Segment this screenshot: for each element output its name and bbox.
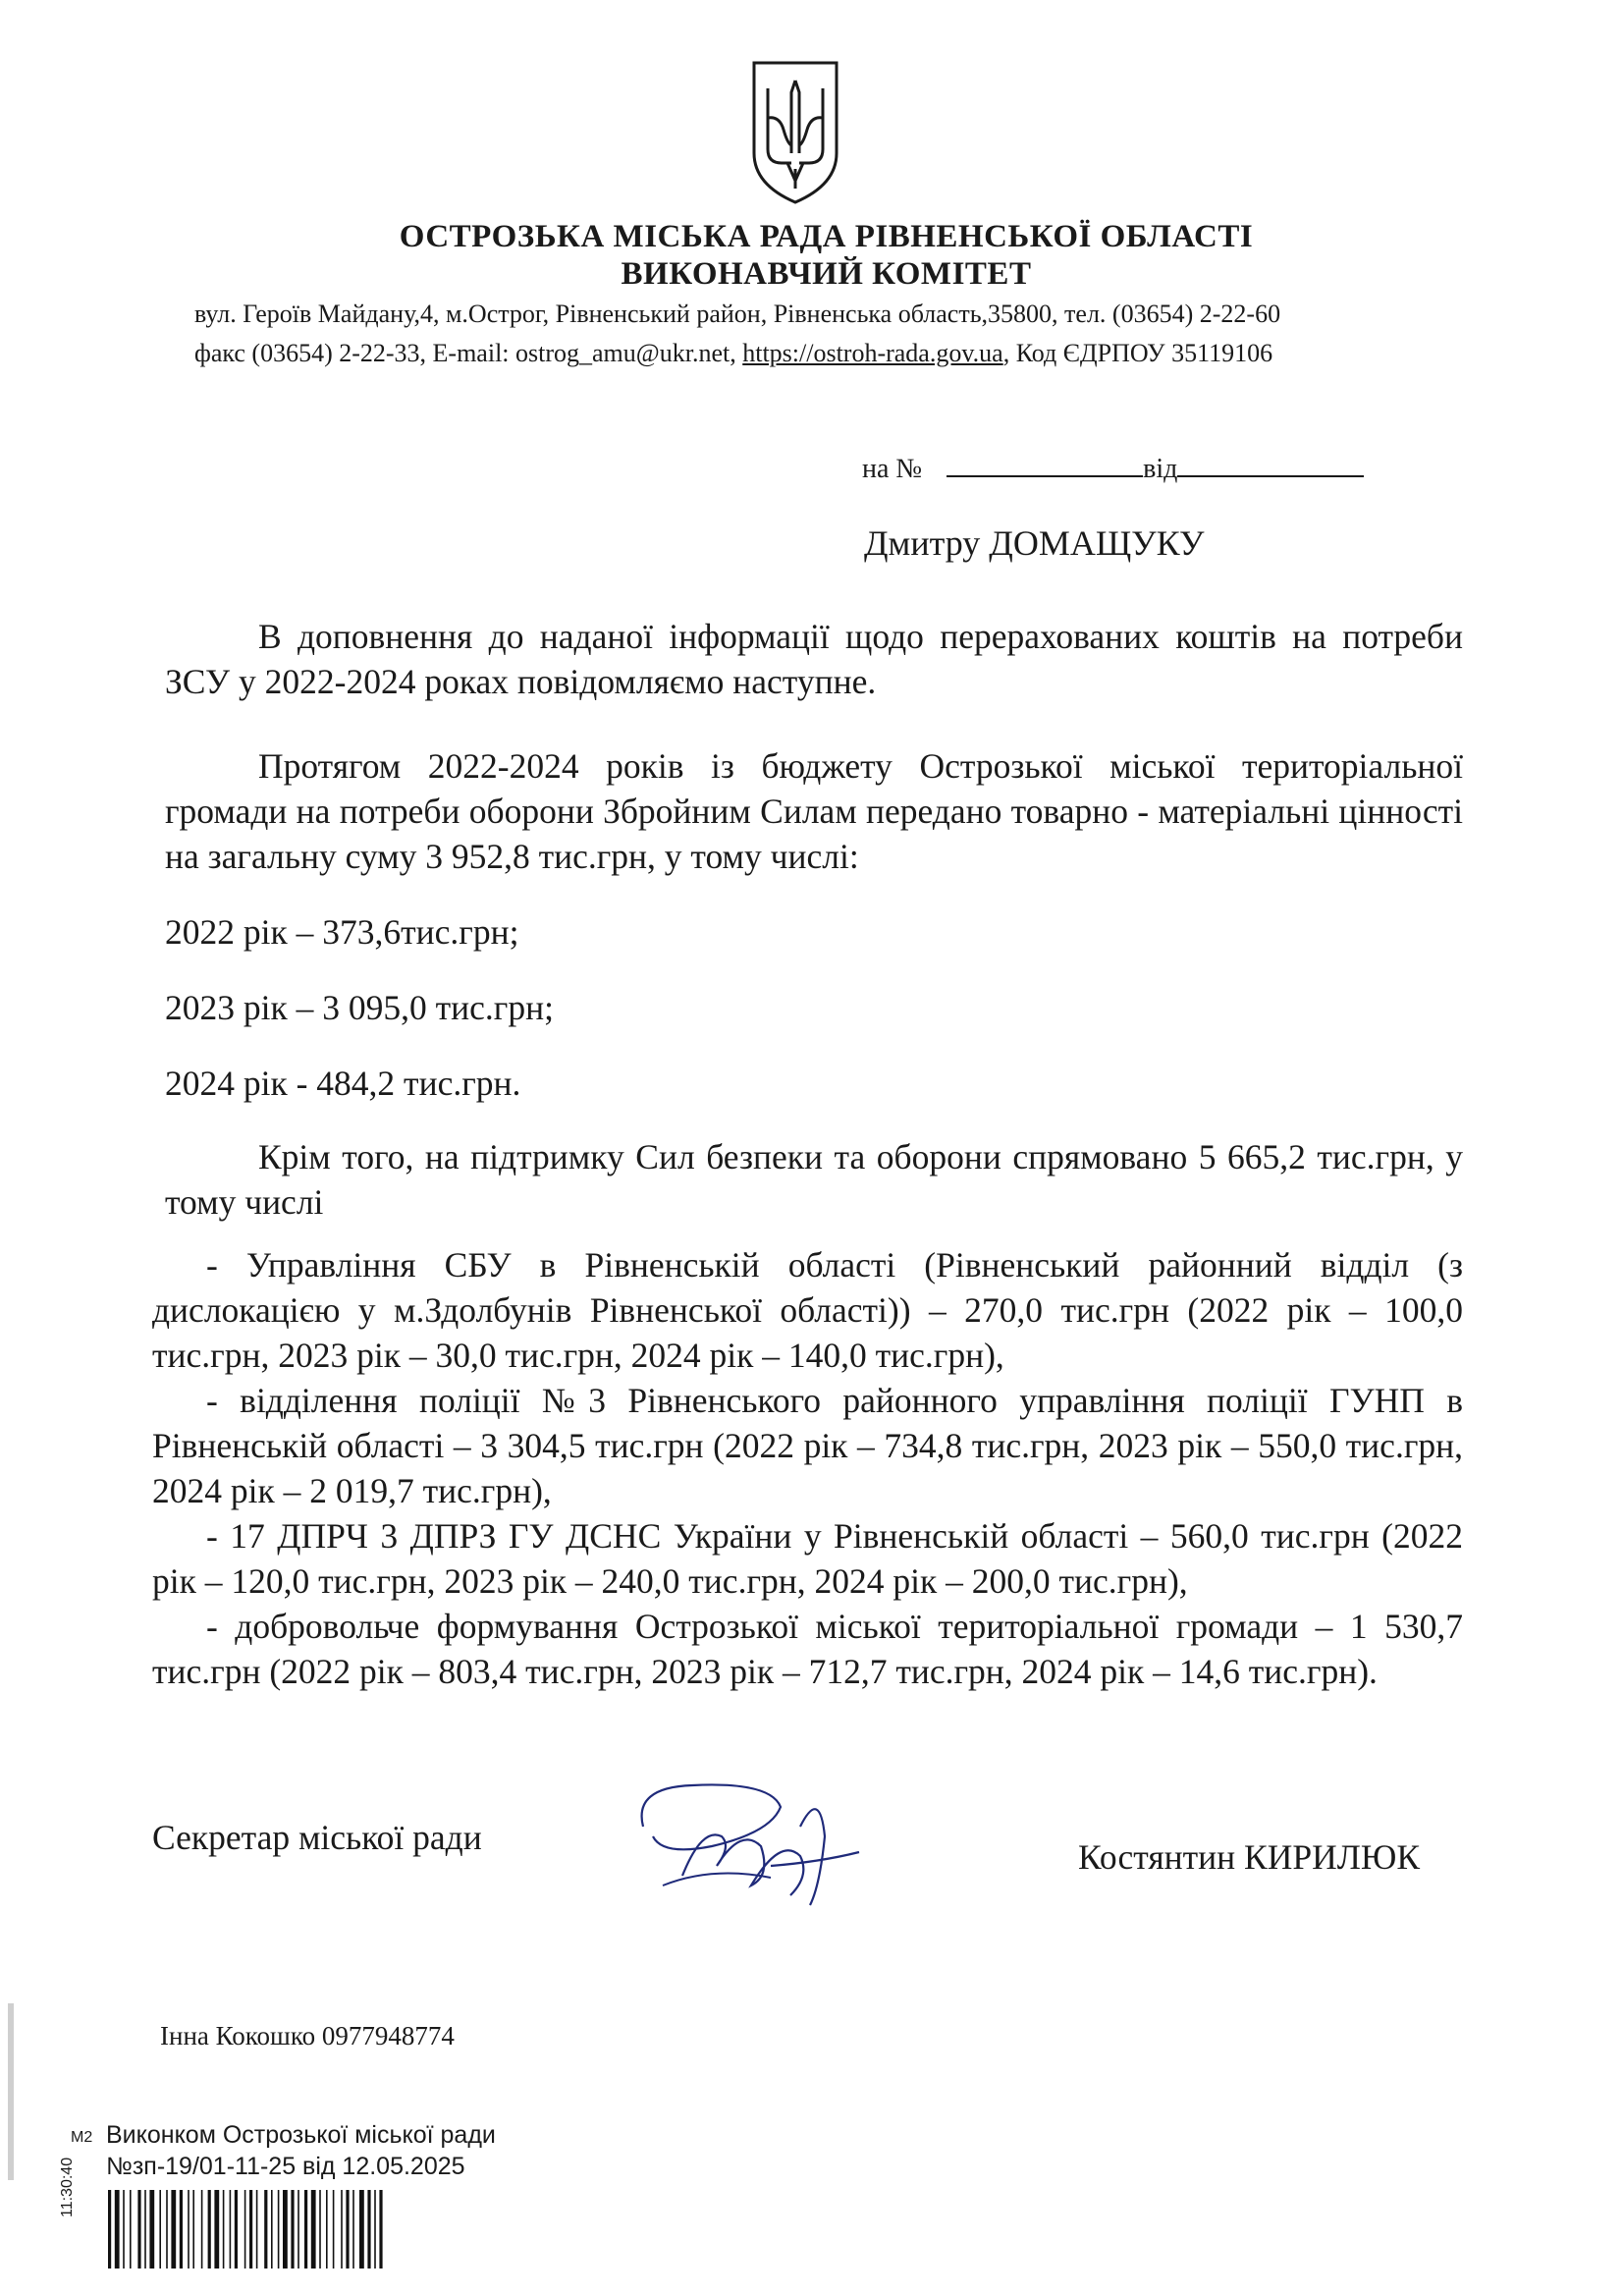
barcode-bar xyxy=(180,2190,183,2269)
executor-contact: Інна Кокошко 0977948774 xyxy=(160,2021,455,2050)
barcode-bar xyxy=(271,2190,273,2269)
barcode-bar xyxy=(359,2190,364,2269)
list-item: - добровольче формування Острозької міської територіальної громади – 1 530,7 тис.грн (2022 рік – 803,4 тис.грн, 2023 рік – 712,7 тис.грн, 2024 рік – 14,6 тис.грн). xyxy=(152,1607,1463,1691)
address-line: вул. Героїв Майдану,4, м.Острог, Рівненський район, Рівненська область,35800, тел. (03654) 2-22-60 xyxy=(194,300,1281,328)
recipients-list xyxy=(152,1242,1463,1694)
year-amount-2024: 2024 рік - 484,2 тис.грн. xyxy=(165,1064,521,1103)
website-link[interactable]: https://ostroh-rada.gov.ua xyxy=(742,339,1003,367)
barcode-bar xyxy=(108,2190,111,2269)
barcode-bar xyxy=(208,2190,211,2269)
barcode-bar xyxy=(249,2190,252,2269)
barcode-bar xyxy=(264,2190,267,2269)
org-subname: ВИКОНАВЧИЙ КОМІТЕТ xyxy=(621,256,1032,292)
reference-date-blank xyxy=(1177,448,1364,477)
barcode-bar xyxy=(244,2190,246,2269)
barcode-bar xyxy=(235,2190,238,2269)
barcode-bar xyxy=(341,2190,343,2269)
stamp-registration-number: №зп-19/01-11-25 від 12.05.2025 xyxy=(106,2153,465,2180)
year-amount-2023: 2023 рік – 3 095,0 тис.грн; xyxy=(165,988,554,1027)
barcode-bar xyxy=(379,2190,382,2269)
reference-number-blank xyxy=(947,448,1143,477)
barcode-bar xyxy=(201,2190,203,2269)
stamp-code: М2 xyxy=(71,2129,93,2146)
barcode-bar xyxy=(333,2190,335,2269)
reference-number-label: на № xyxy=(862,454,923,484)
barcode xyxy=(108,2190,501,2269)
barcode-bar xyxy=(149,2190,154,2269)
barcode-bar xyxy=(230,2190,232,2269)
handwritten-signature xyxy=(623,1768,879,1925)
list-item: - 17 ДПРЧ 3 ДПРЗ ГУ ДСНС України у Рівненській області – 560,0 тис.грн (2022 рік – 120,0 тис.грн, 2023 рік – 240,0 тис.грн, 2024 рік – 200,0 тис.грн), xyxy=(152,1516,1463,1601)
barcode-bar xyxy=(374,2190,376,2269)
paragraph-intro: В доповнення до наданої інформації щодо перерахованих коштів на потреби ЗСУ у 2022-2024 роках повідомляємо наступне. xyxy=(165,617,1463,701)
barcode-bar xyxy=(278,2190,280,2269)
contact-line xyxy=(194,336,1272,371)
paragraph-additional: Крім того, на підтримку Сил безпеки та оборони спрямовано 5 665,2 тис.грн, у тому числі xyxy=(165,1137,1463,1222)
barcode-bar xyxy=(166,2190,168,2269)
barcode-bar xyxy=(192,2190,194,2269)
contact-edrpou: , Код ЄДРПОУ 35119106 xyxy=(1002,339,1273,367)
list-item: - відділення поліції №3 Рівненського районного управління поліції ГУНП в Рівненській області – 3 304,5 тис.грн (2022 рік – 734,8 тис.грн, 2023 рік – 550,0 тис.грн, 2024 рік – 2 019,7 тис.грн), xyxy=(152,1381,1463,1510)
org-name: ОСТРОЗЬКА МІСЬКА РАДА РІВНЕНСЬКОЇ ОБЛАСТІ xyxy=(399,219,1254,254)
signatory-title: Секретар міської ради xyxy=(152,1818,482,1857)
barcode-bar xyxy=(283,2190,288,2269)
barcode-bar xyxy=(326,2190,328,2269)
barcode-bar xyxy=(171,2190,176,2269)
barcode-bar xyxy=(123,2190,125,2269)
recipient: Дмитру ДОМАЩУКУ xyxy=(864,523,1205,563)
barcode-bar xyxy=(256,2190,258,2269)
reference-date-label: від xyxy=(1143,454,1178,484)
barcode-bar xyxy=(304,2190,307,2269)
barcode-bar xyxy=(319,2190,321,2269)
reference-line xyxy=(862,448,1364,485)
barcode-bar xyxy=(311,2190,316,2269)
barcode-bar xyxy=(159,2190,161,2269)
barcode-bar xyxy=(352,2190,354,2269)
signatory-name: Костянтин КИРИЛЮК xyxy=(1078,1837,1420,1877)
barcode-bar xyxy=(115,2190,120,2269)
barcode-bar xyxy=(223,2190,225,2269)
paragraph-budget: Протягом 2022-2024 років із бюджету Острозької міської територіальної громади на потреби оборони Збройним Силам передано товарно - матеріальні цінності на загальну суму 3 952,8 тис.грн, у тому числі: xyxy=(165,746,1463,876)
barcode-bar xyxy=(346,2190,349,2269)
barcode-bar xyxy=(367,2190,370,2269)
list-item: - Управління СБУ в Рівненській області (Рівненський районний відділ (з дислокацією у м.Здолбунів Рівненської області)) – 270,0 тис.грн (2022 рік – 100,0 тис.грн, 2023 рік – 30,0 тис.грн, 2024 рік – 140,0 тис.грн), xyxy=(152,1245,1463,1375)
barcode-bar xyxy=(188,2190,189,2269)
coat-of-arms-icon xyxy=(748,59,842,206)
barcode-bar xyxy=(137,2190,140,2269)
contact-fax-email: факс (03654) 2-22-33, E-mail: ostrog_amu@ukr.net, xyxy=(194,339,743,367)
barcode-bar xyxy=(214,2190,219,2269)
stamp-organization: Виконком Острозької міської ради xyxy=(106,2121,496,2149)
barcode-bar xyxy=(144,2190,146,2269)
barcode-bar xyxy=(291,2190,294,2269)
scan-margin-mark xyxy=(8,2003,14,2180)
stamp-time: 11:30:40 xyxy=(59,2157,76,2217)
barcode-bar xyxy=(130,2190,132,2269)
barcode-bar xyxy=(298,2190,299,2269)
year-amount-2022: 2022 рік – 373,6тис.грн; xyxy=(165,912,519,952)
